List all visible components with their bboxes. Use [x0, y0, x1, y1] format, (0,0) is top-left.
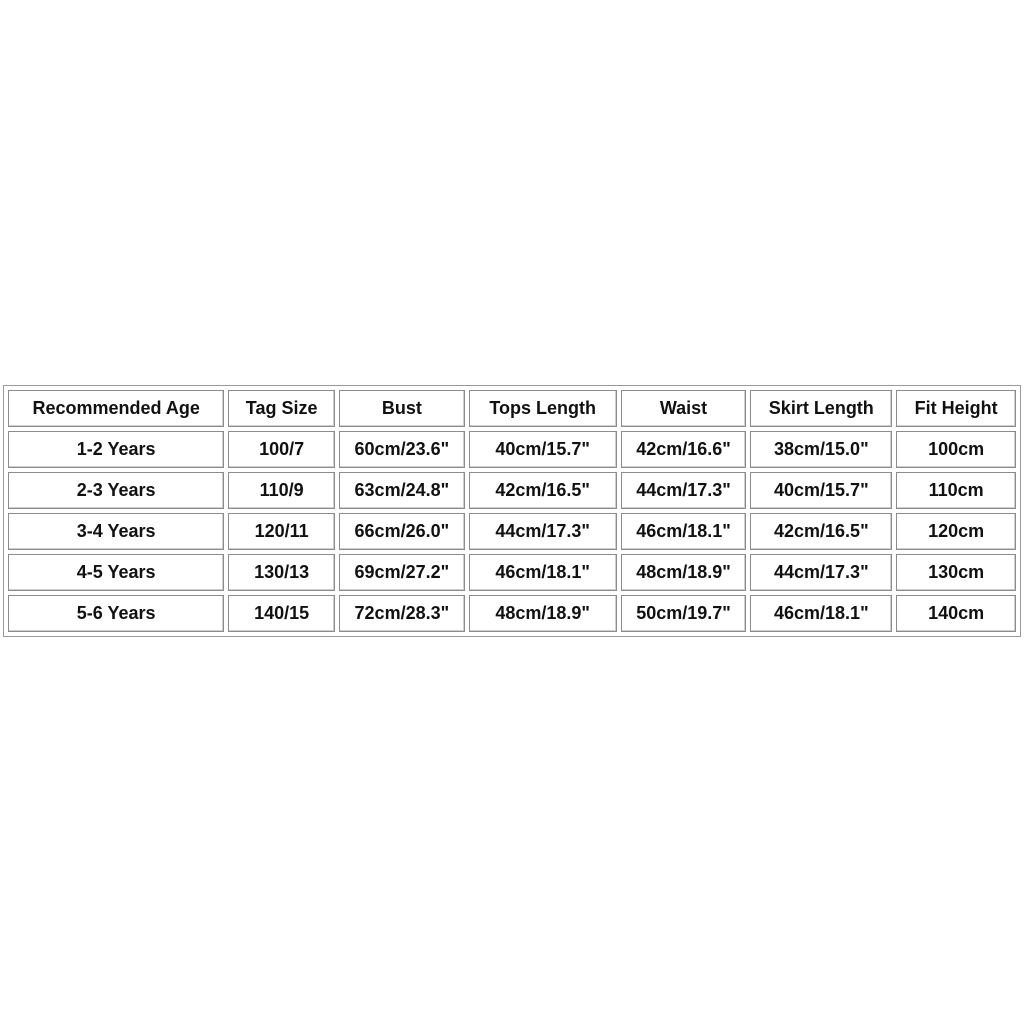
table-row: [8, 595, 1016, 632]
header-cell-skirt-length: Skirt Length: [750, 390, 892, 427]
table-cell: 46cm/18.1": [469, 554, 617, 591]
table-cell: 130/13: [228, 554, 335, 591]
table-cell: 140/15: [228, 595, 335, 632]
table-cell: 5-6 Years: [8, 595, 224, 632]
table-cell: 120cm: [896, 513, 1016, 550]
table-cell: 44cm/17.3": [621, 472, 747, 509]
table-cell: 42cm/16.5": [750, 513, 892, 550]
table-row: [8, 554, 1016, 591]
table-cell: 100/7: [228, 431, 335, 468]
table-cell: 40cm/15.7": [469, 431, 617, 468]
table-cell: 63cm/24.8": [339, 472, 465, 509]
table-row: [8, 431, 1016, 468]
table-cell: 130cm: [896, 554, 1016, 591]
header-cell-waist: Waist: [621, 390, 747, 427]
table-cell: 44cm/17.3": [750, 554, 892, 591]
table-cell: 72cm/28.3": [339, 595, 465, 632]
table-cell: 60cm/23.6": [339, 431, 465, 468]
header-row: [8, 390, 1016, 427]
header-cell-fit-height: Fit Height: [896, 390, 1016, 427]
table-cell: 50cm/19.7": [621, 595, 747, 632]
table-cell: 66cm/26.0": [339, 513, 465, 550]
table-cell: 46cm/18.1": [621, 513, 747, 550]
table-cell: 38cm/15.0": [750, 431, 892, 468]
table-cell: 69cm/27.2": [339, 554, 465, 591]
table-cell: 2-3 Years: [8, 472, 224, 509]
table-cell: 42cm/16.5": [469, 472, 617, 509]
table-cell: 44cm/17.3": [469, 513, 617, 550]
table-row: [8, 513, 1016, 550]
size-chart-table: [3, 385, 1021, 637]
table-cell: 48cm/18.9": [621, 554, 747, 591]
table-cell: 42cm/16.6": [621, 431, 747, 468]
table-cell: 140cm: [896, 595, 1016, 632]
header-cell-recommended-age: Recommended Age: [8, 390, 224, 427]
header-cell-tops-length: Tops Length: [469, 390, 617, 427]
header-cell-tag-size: Tag Size: [228, 390, 335, 427]
header-cell-bust: Bust: [339, 390, 465, 427]
table-cell: 48cm/18.9": [469, 595, 617, 632]
table-cell: 3-4 Years: [8, 513, 224, 550]
table-cell: 100cm: [896, 431, 1016, 468]
table-cell: 1-2 Years: [8, 431, 224, 468]
table-cell: 4-5 Years: [8, 554, 224, 591]
table-cell: 46cm/18.1": [750, 595, 892, 632]
table-cell: 110cm: [896, 472, 1016, 509]
table-cell: 120/11: [228, 513, 335, 550]
table-row: [8, 472, 1016, 509]
table-cell: 40cm/15.7": [750, 472, 892, 509]
table-cell: 110/9: [228, 472, 335, 509]
